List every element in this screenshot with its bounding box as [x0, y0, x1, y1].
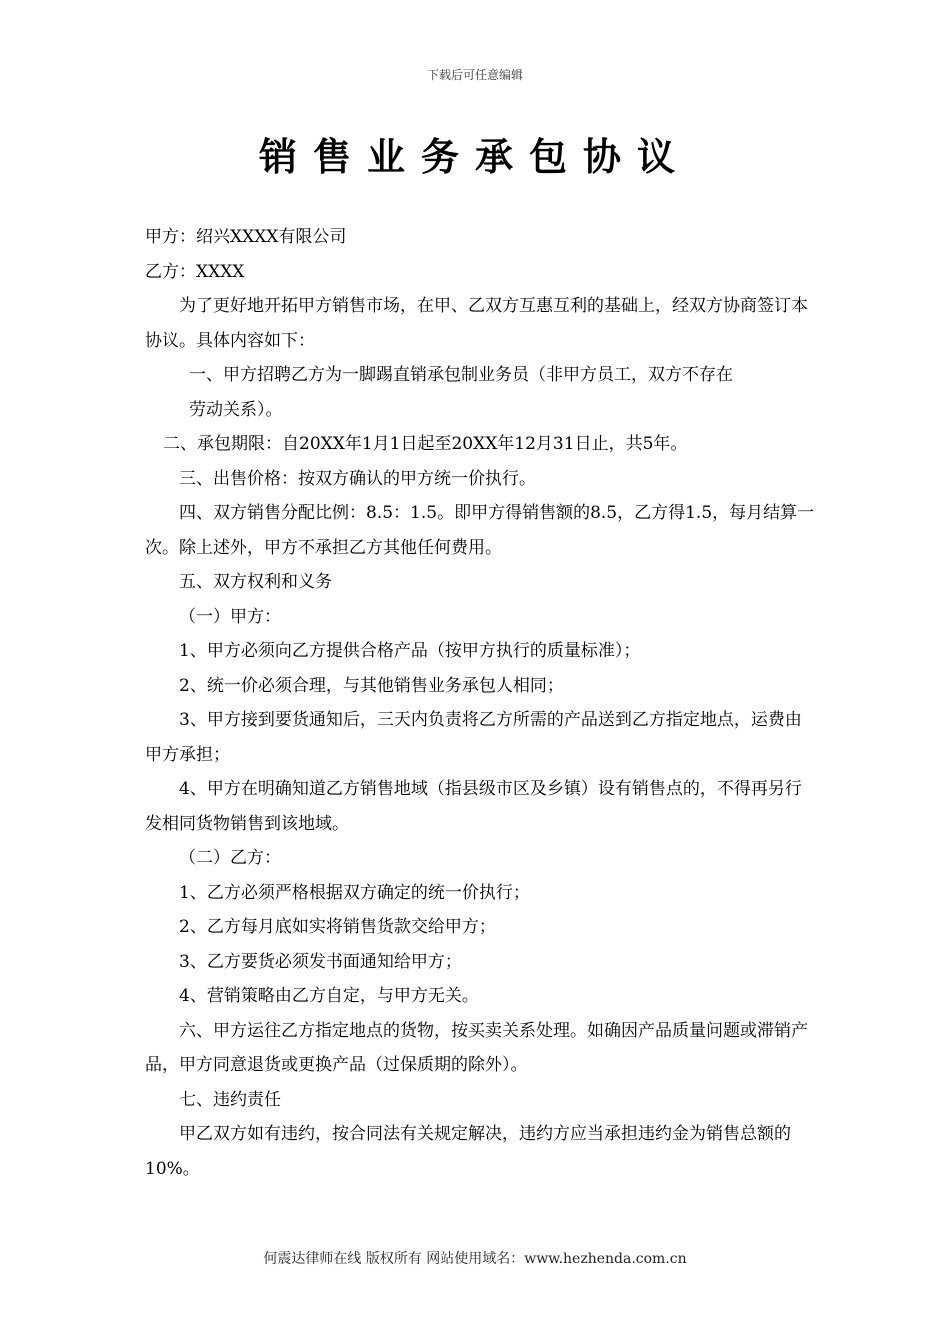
clause-6: 六、甲方运往乙方指定地点的货物，按买卖关系处理。如确因产品质量问题或滞销产品，甲方同意退货或更换产品（过保质期的除外）。	[145, 1020, 808, 1075]
clause-2: 二、承包期限：自20XX年1月1日起至20XX年12月31日止，共5年。	[163, 434, 688, 454]
footer-copyright: 何震达律师在线 版权所有 网站使用域名：www.hezhenda.com.cn	[263, 1251, 687, 1267]
document-title: 销售业务承包协议	[258, 135, 691, 179]
party-a-item-2: 2、统一价必须合理，与其他销售业务承包人相同；	[179, 675, 564, 696]
clause-4: 四、双方销售分配比例：8.5：1.5。即甲方得销售额的8.5，乙方得1.5，每月结算一次。除上述外，甲方不承担乙方其他任何费用。	[145, 503, 815, 558]
clause-5-party-b-heading: （二）乙方：	[179, 848, 281, 868]
party-b: 乙方：XXXX	[145, 261, 245, 282]
party-a-item-4: 4、甲方在明确知道乙方销售地域（指县级市区及乡镇）设有销售点的，不得再另行发相同货物销售到该地域。	[145, 779, 802, 834]
intro-paragraph: 为了更好地开拓甲方销售市场，在甲、乙双方互惠互利的基础上，经双方协商签订本协议。具体内容如下：	[145, 296, 808, 351]
clause-1	[145, 358, 817, 427]
document-body	[145, 220, 817, 1186]
party-a: 甲方：绍兴XXXX有限公司	[145, 227, 347, 247]
clause-3: 三、出售价格：按双方确认的甲方统一价执行。	[179, 468, 536, 489]
clause-1-line-2: 劳动关系）。	[189, 399, 283, 420]
clause-5-heading: 五、双方权利和义务	[179, 572, 332, 592]
party-a-item-3: 3、甲方接到要货通知后，三天内负责将乙方所需的产品送到乙方指定地点，运费由甲方承担；	[145, 710, 802, 765]
party-b-item-1: 1、乙方必须严格根据双方确定的统一价执行；	[179, 882, 530, 903]
party-b-item-4: 4、营销策略由乙方自定，与甲方无关。	[179, 986, 479, 1006]
party-b-item-3: 3、乙方要货必须发书面通知给甲方；	[179, 951, 462, 972]
clause-5-party-a-heading: （一）甲方：	[179, 606, 281, 627]
header-note: 下载后可任意编辑	[426, 68, 523, 82]
clause-1-line-1: 一、甲方招聘乙方为一脚踢直销承包制业务员（非甲方员工，双方不存在	[189, 365, 733, 385]
clause-7-heading: 七、违约责任	[179, 1089, 281, 1110]
clause-7-text: 甲乙双方如有违约，按合同法有关规定解决，违约方应当承担违约金为销售总额的10%。	[145, 1124, 791, 1179]
party-b-item-2: 2、乙方每月底如实将销售货款交给甲方；	[179, 917, 496, 937]
party-a-item-1: 1、甲方必须向乙方提供合格产品（按甲方执行的质量标准）；	[179, 641, 641, 661]
